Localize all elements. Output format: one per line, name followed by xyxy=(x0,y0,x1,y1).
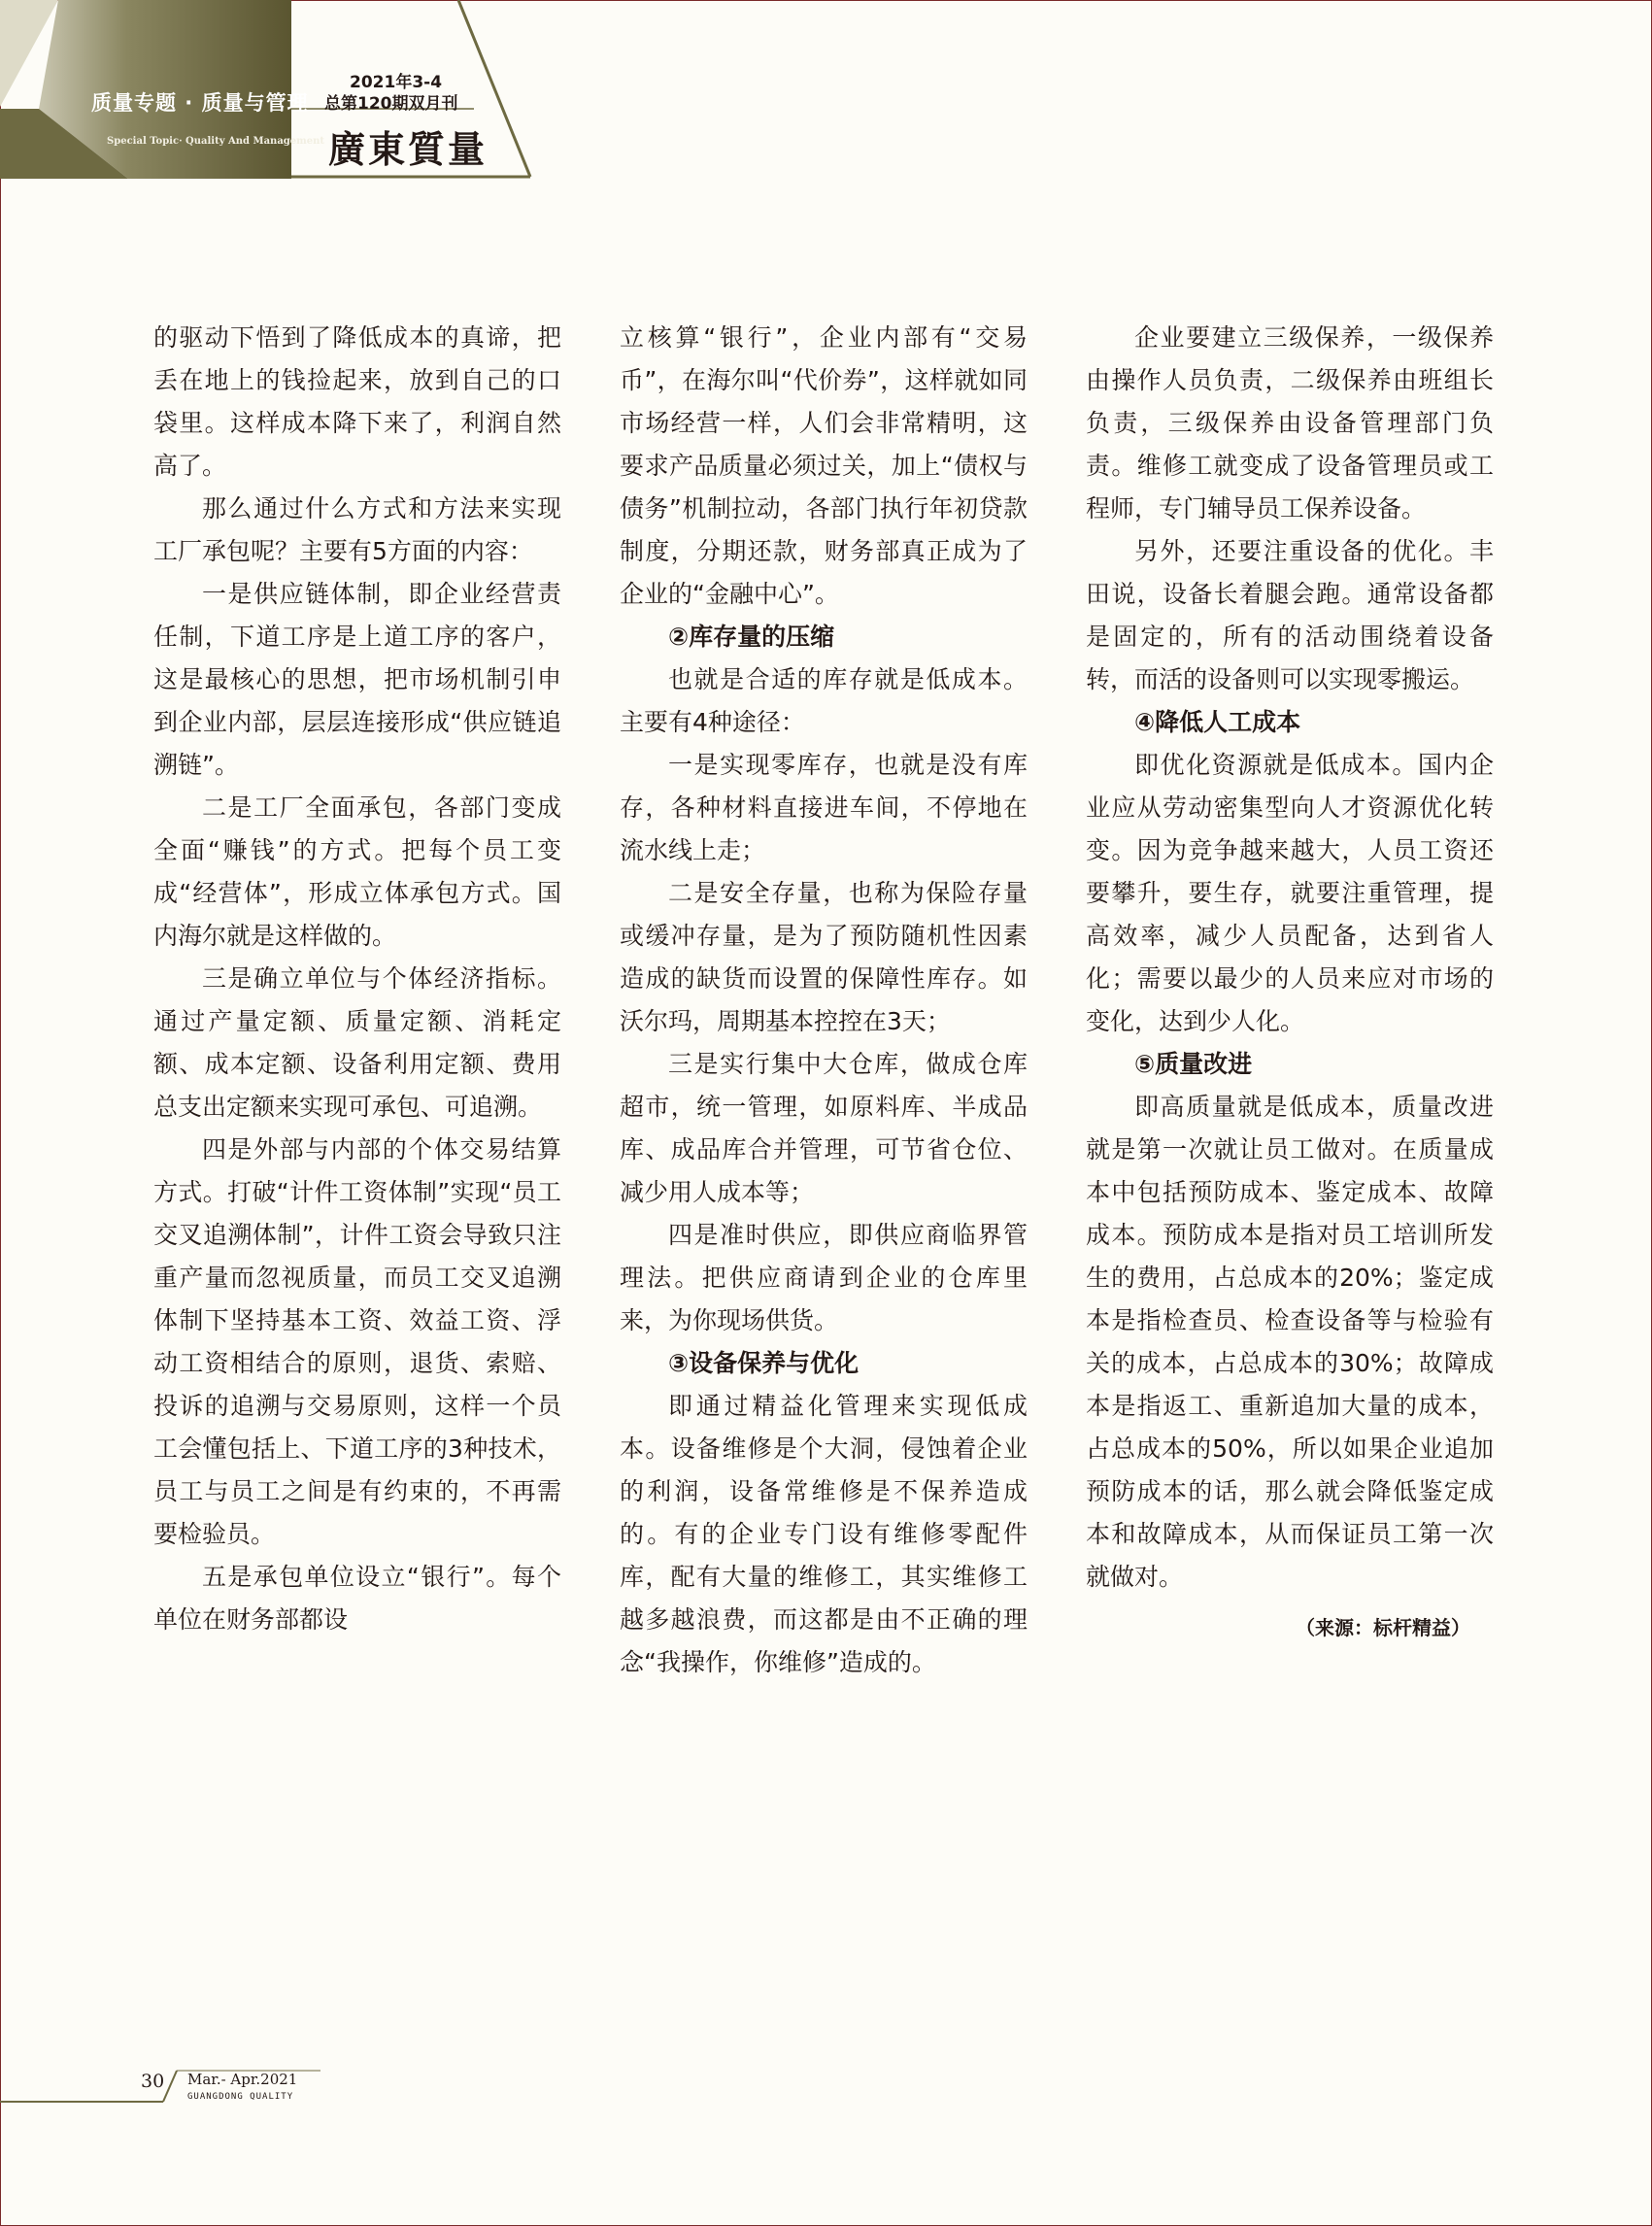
issue-number: 总第120期双月刊 xyxy=(324,94,458,114)
paragraph: 那么通过什么方式和方法来实现工厂承包呢？主要有5方面的内容： xyxy=(153,494,561,565)
paragraph: 一是实现零库存，也就是没有库存，各种材料直接进车间，不停地在流水线上走； xyxy=(620,751,1028,864)
article-column-3 xyxy=(1086,317,1494,1657)
paragraph: 立核算“银行”，企业内部有“交易币”，在海尔叫“代价券”，这样就如同市场经营一样，人们会非常精明，这要求产品质量必须过关，加上“债权与债务”机制拉动，各部门执行年初贷款制度，分期还款，财务部真正成为了企业的“金融中心”。 xyxy=(620,323,1028,608)
article-column-1 xyxy=(153,317,561,1641)
paragraph: 一是供应链体制，即企业经营责任制，下道工序是上道工序的客户，这是最核心的思想，把市场机制引申到企业内部，层层连接形成“供应链追溯链”。 xyxy=(153,580,561,779)
subheading: ④降低人工成本 xyxy=(1134,708,1301,736)
paragraph: 的驱动下悟到了降低成本的真谛，把丢在地上的钱捡起来，放到自己的口袋里。这样成本降下来了，利润自然高了。 xyxy=(153,323,561,480)
footer-publication: GUANGDONG QUALITY xyxy=(187,2092,294,2102)
paragraph: 企业要建立三级保养，一级保养由操作人员负责，二级保养由班组长负责，三级保养由设备管理部门负责。维修工就变成了设备管理员或工程师，专门辅导员工保养设备。 xyxy=(1086,323,1494,523)
paragraph: 即优化资源就是低成本。国内企业应从劳动密集型向人才资源优化转变。因为竞争越来越大，人员工资还要攀升，要生存，就要注重管理，提高效率，减少人员配备，达到省人化；需要以最少的人员来应对市场的变化，达到少人化。 xyxy=(1086,751,1494,1035)
paragraph: 另外，还要注重设备的优化。丰田说，设备长着腿会跑。通常设备都是固定的，所有的活动围绕着设备转，而活的设备则可以实现零搬运。 xyxy=(1086,537,1494,693)
magazine-masthead: 廣東質量 xyxy=(328,127,489,171)
article-column-2 xyxy=(620,317,1028,1684)
paragraph: 四是外部与内部的个体交易结算方式。打破“计件工资体制”实现“员工交叉追溯体制”，计件工资会导致只注重产量而忽视质量，而员工交叉追溯体制下坚持基本工资、效益工资、浮动工资相结合的原则，退货、索赔、投诉的追溯与交易原则，这样一个员工会懂包括上、下道工序的3种技术，员工与员工之间是有约束的，不再需要检验员。 xyxy=(153,1135,561,1548)
paragraph: 即高质量就是低成本，质量改进就是第一次就让员工做对。在质量成本中包括预防成本、鉴定成本、故障成本。预防成本是指对员工培训所发生的费用，占总成本的20%；鉴定成本是指检查员、检查设备等与检验有关的成本，占总成本的30%；故障成本是指返工、重新追加大量的成本，占总成本的50%，所以如果企业追加预防成本的话，那么就会降低鉴定成本和故障成本，从而保证员工第一次就做对。 xyxy=(1086,1093,1494,1591)
issue-date: 2021年3-4 xyxy=(350,73,443,92)
subheading: ②库存量的压缩 xyxy=(668,623,835,651)
paragraph: 三是实行集中大仓库，做成仓库超市，统一管理，如原料库、半成品库、成品库合并管理，可节省仓位、减少用人成本等； xyxy=(620,1050,1028,1206)
paragraph: 二是安全存量，也称为保险存量或缓冲存量，是为了预防随机性因素造成的缺货而设置的保障性库存。如沃尔玛，周期基本控控在3天； xyxy=(620,879,1028,1035)
paragraph: 二是工厂全面承包，各部门变成全面“赚钱”的方式。把每个员工变成“经营体”，形成立体承包方式。国内海尔就是这样做的。 xyxy=(153,793,561,950)
subheading: ⑤质量改进 xyxy=(1134,1050,1253,1078)
subheading: ③设备保养与优化 xyxy=(668,1349,860,1377)
footer-issue-date: Mar.- Apr.2021 xyxy=(187,2071,298,2088)
section-title: 质量专题 · 质量与管理 xyxy=(91,91,309,115)
section-subtitle-en: Special Topic· Quality And Management xyxy=(107,136,324,147)
article-source: （来源：标杆精益） xyxy=(1296,1616,1470,1639)
paragraph: 三是确立单位与个体经济指标。通过产量定额、质量定额、消耗定额、成本定额、设备利用定额、费用总支出定额来实现可承包、可追溯。 xyxy=(153,964,561,1121)
paragraph: 即通过精益化管理来实现低成本。设备维修是个大洞，侵蚀着企业的利润，设备常维修是不保养造成的。有的企业专门设有维修零配件库，配有大量的维修工，其实维修工越多越浪费，而这都是由不正确的理念“我操作，你维修”造成的。 xyxy=(620,1392,1028,1676)
page-number: 30 xyxy=(141,2071,165,2092)
paragraph: 五是承包单位设立“银行”。每个单位在财务部都设 xyxy=(153,1563,561,1634)
paragraph: 四是准时供应，即供应商临界管理法。把供应商请到企业的仓库里来，为你现场供货。 xyxy=(620,1221,1028,1334)
paragraph: 也就是合适的库存就是低成本。主要有4种途径： xyxy=(620,665,1028,736)
page-header xyxy=(0,0,1652,185)
